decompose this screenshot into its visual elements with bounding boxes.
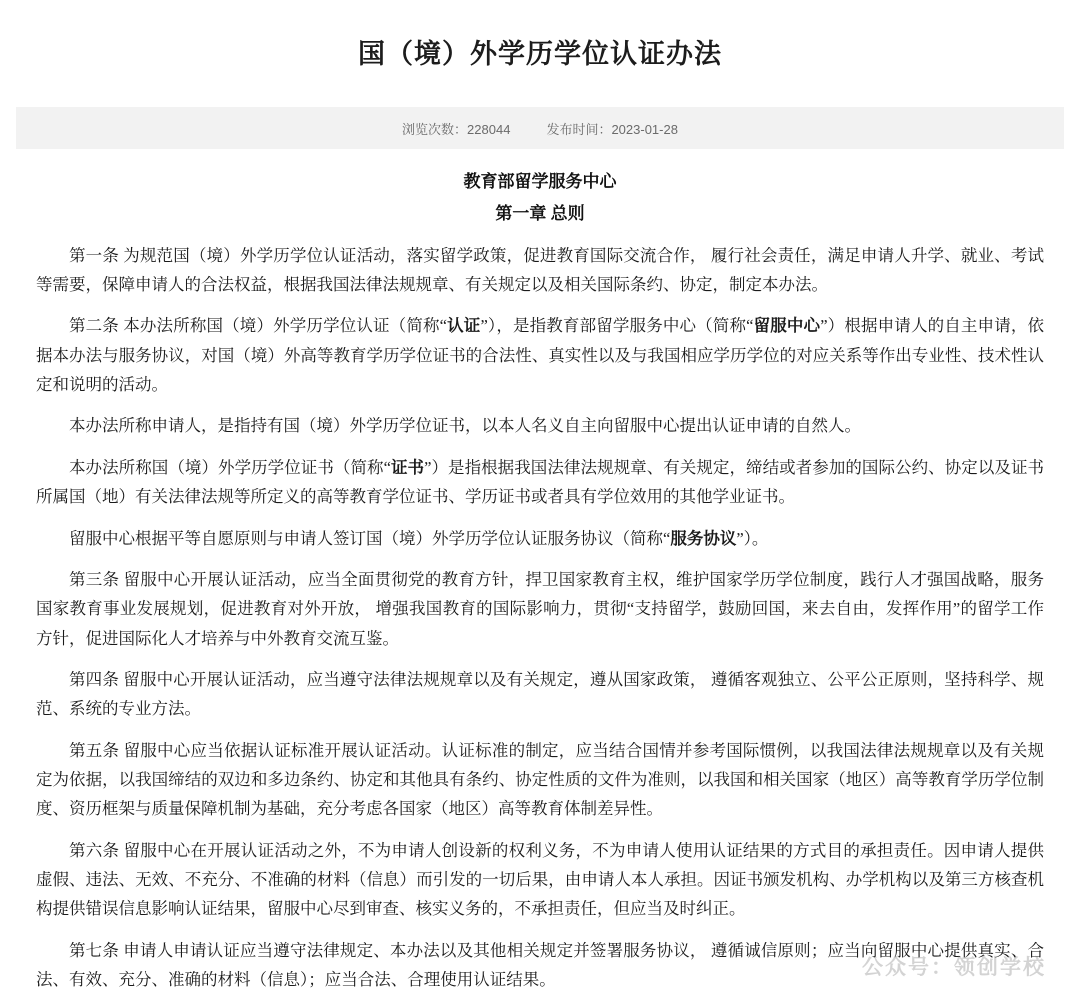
chapter-heading: 第一章 总则	[495, 203, 585, 223]
paragraph-article-5: 第五条 留服中心应当依据认证标准开展认证活动。认证标准的制定，应当结合国情并参考国际惯例，以我国法律法规规章以及有关规定为依据，以我国缔结的双边和多边条约、协定和其他具有条约、协定性质的文件为准则，以我国和相关国家（地区）高等教育学历学位制度、资历框架与质量保障机制为基础，充分考虑各国家（地区）高等教育体制差异性。	[36, 740, 1044, 819]
publish-date	[546, 119, 678, 138]
document-meta-bar	[16, 107, 1064, 149]
publish-date-label: 发布时间：	[546, 121, 612, 137]
paragraph-article-4: 第四条 留服中心开展认证活动，应当遵守法律法规规章以及有关规定，遵从国家政策， 遵循客观独立、公平公正原则，坚持科学、规范、系统的专业方法。	[36, 669, 1044, 719]
document-page	[0, 18, 1080, 1002]
watermark-text: 公众号：领创学校	[862, 955, 1046, 979]
paragraph-article-7: 第七条 申请人申请认证应当遵守法律规定、本办法以及其他相关规定并签署服务协议， 遵循诚信原则；应当向留服中心提供真实、合法、有效、充分、准确的材料（信息）；应当合法、合理使用认证结果。	[36, 940, 1044, 990]
paragraph-certificate-definition: 本办法所称国（境）外学历学位证书（简称“证书”）是指根据我国法律法规规章、有关规定，缔结或者参加的国际公约、协定以及证书所属国（地）有关法律法规等所定义的高等教育学位证书、学历证书或者具有学位效用的其他学业证书。	[36, 457, 1044, 507]
document-body	[0, 149, 1080, 1002]
paragraph-service-agreement: 留服中心根据平等自愿原则与申请人签订国（境）外学历学位认证服务协议（简称“服务协议”）。	[69, 528, 769, 548]
paragraph-article-6: 第六条 留服中心在开展认证活动之外，不为申请人创设新的权利义务，不为申请人使用认证结果的方式目的承担责任。因申请人提供虚假、违法、无效、不充分、不准确的材料（信息）而引发的一切后果，由申请人本人承担。因证书颁发机构、办学机构以及第三方核查机构提供错误信息影响认证结果，留服中心尽到审查、核实义务的，不承担责任，但应当及时纠正。	[36, 840, 1044, 919]
view-count-value: 228044	[467, 121, 511, 137]
issuing-organization: 教育部留学服务中心	[463, 172, 617, 192]
view-count-label: 浏览次数：	[402, 121, 468, 137]
paragraph-article-2: 第二条 本办法所称国（境）外学历学位认证（简称“认证”），是指教育部留学服务中心（简称“留服中心”）根据申请人的自主申请，依据本办法与服务协议，对国（境）外高等教育学历学位证书的合法性、真实性以及与我国相应学历学位的对应关系等作出专业性、技术性认定和说明的活动。	[36, 316, 1045, 395]
page-title: 国（境）外学历学位认证办法	[358, 39, 722, 70]
view-count	[402, 119, 510, 138]
paragraph-article-1: 第一条 为规范国（境）外学历学位认证活动，落实留学政策，促进教育国际交流合作， 履行社会责任，满足申请人升学、就业、考试等需要，保障申请人的合法权益，根据我国法律法规规章、有关规定以及相关国际条约、协定，制定本办法。	[36, 245, 1044, 295]
publish-date-value: 2023-01-28	[611, 121, 678, 137]
paragraph-applicant-definition: 本办法所称申请人，是指持有国（境）外学历学位证书，以本人名义自主向留服中心提出认证申请的自然人。	[69, 416, 861, 436]
paragraph-article-3: 第三条 留服中心开展认证活动，应当全面贯彻党的教育方针，捍卫国家教育主权，维护国家学历学位制度，践行人才强国战略，服务国家教育事业发展规划，促进教育对外开放， 增强我国教育的国际影响力，贯彻“支持留学，鼓励回国，来去自由，发挥作用”的留学工作方针，促进国际化人才培养与中外教育交流互鉴。	[36, 569, 1044, 648]
